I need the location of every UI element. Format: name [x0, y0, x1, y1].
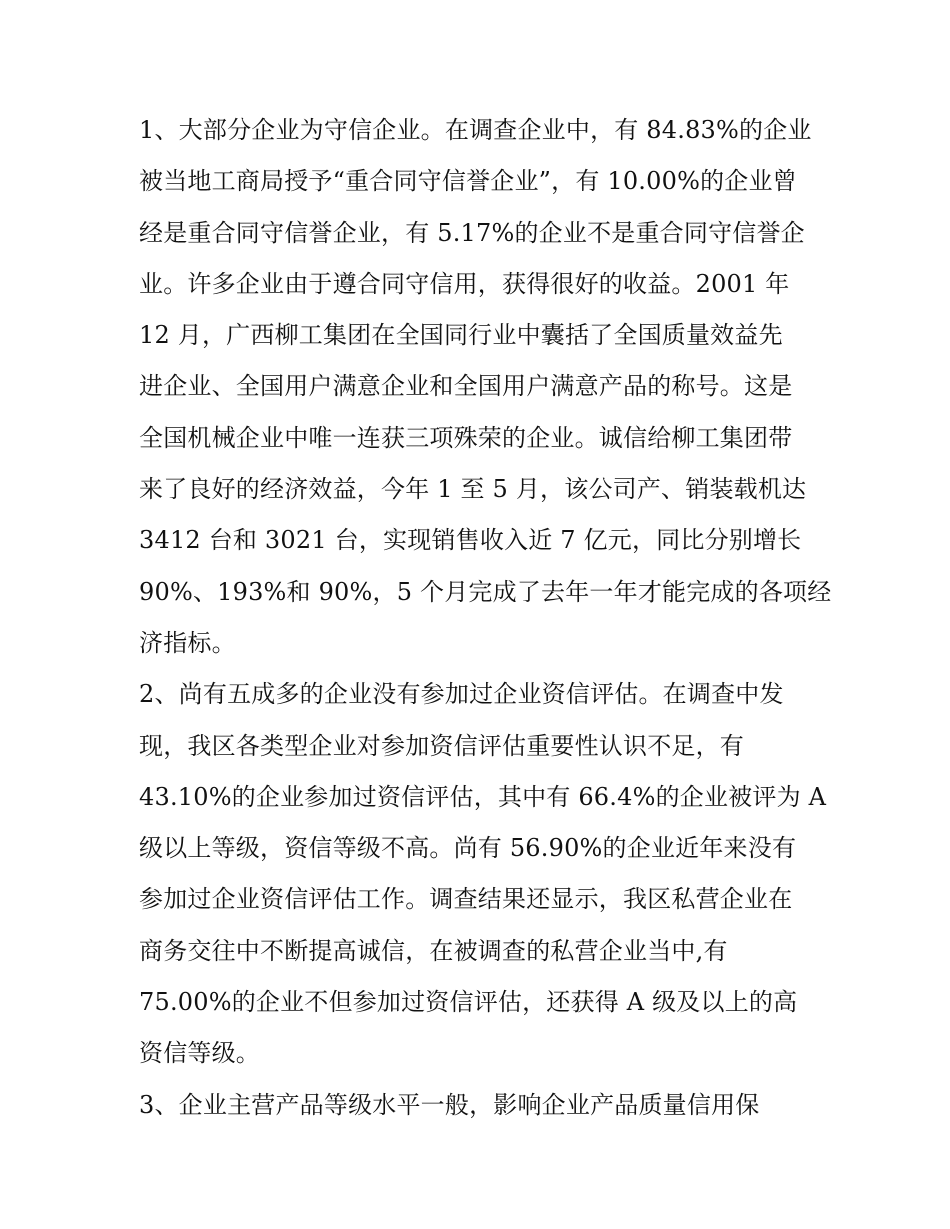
- text-line: 级以上等级，资信等级不高。尚有 56.90%的企业近年来没有: [139, 834, 797, 863]
- text-line: 商务交往中不断提高诚信，在被调查的私营企业当中,有: [139, 936, 728, 965]
- text-line: 来了良好的经济效益，今年 1 至 5 月，该公司产、销装载机达: [139, 475, 807, 504]
- text-line: 经是重合同守信誉企业，有 5.17%的企业不是重合同守信誉企: [139, 218, 805, 247]
- text-line: 12 月，广西柳工集团在全国同行业中囊括了全国质量效益先: [139, 321, 783, 350]
- text-line: 业。许多企业由于遵合同守信用，获得很好的收益。2001 年: [139, 269, 790, 298]
- text-line: 90%、193%和 90%，5 个月完成了去年一年才能完成的各项经: [139, 577, 832, 606]
- text-line: 参加过企业资信评估工作。调查结果还显示，我区私营企业在: [139, 885, 793, 914]
- text-line: 3、企业主营产品等级水平一般，影响企业产品质量信用保: [139, 1090, 760, 1119]
- text-line: 资信等级。: [139, 1039, 260, 1068]
- text-line: 全国机械企业中唯一连获三项殊荣的企业。诚信给柳工集团带: [139, 423, 793, 452]
- text-line: 43.10%的企业参加过资信评估，其中有 66.4%的企业被评为 A: [139, 782, 827, 811]
- text-line: 被当地工商局授予“重合同守信誉企业”，有 10.00%的企业曾: [139, 167, 797, 196]
- text-line: 3412 台和 3021 台，实现销售收入近 7 亿元，同比分别增长: [139, 526, 802, 555]
- text-line: 现，我区各类型企业对参加资信评估重要性认识不足，有: [139, 731, 744, 760]
- text-line: 济指标。: [139, 628, 236, 657]
- text-line: 1、大部分企业为守信企业。在调查企业中，有 84.83%的企业: [139, 116, 812, 144]
- text-line: 75.00%的企业不但参加过资信评估，还获得 A 级及以上的高: [139, 988, 798, 1017]
- body-text: [139, 105, 832, 1131]
- text-line: 进企业、全国用户满意企业和全国用户满意产品的称号。这是: [139, 372, 793, 401]
- text-line: 2、尚有五成多的企业没有参加过企业资信评估。在调查中发: [139, 680, 784, 709]
